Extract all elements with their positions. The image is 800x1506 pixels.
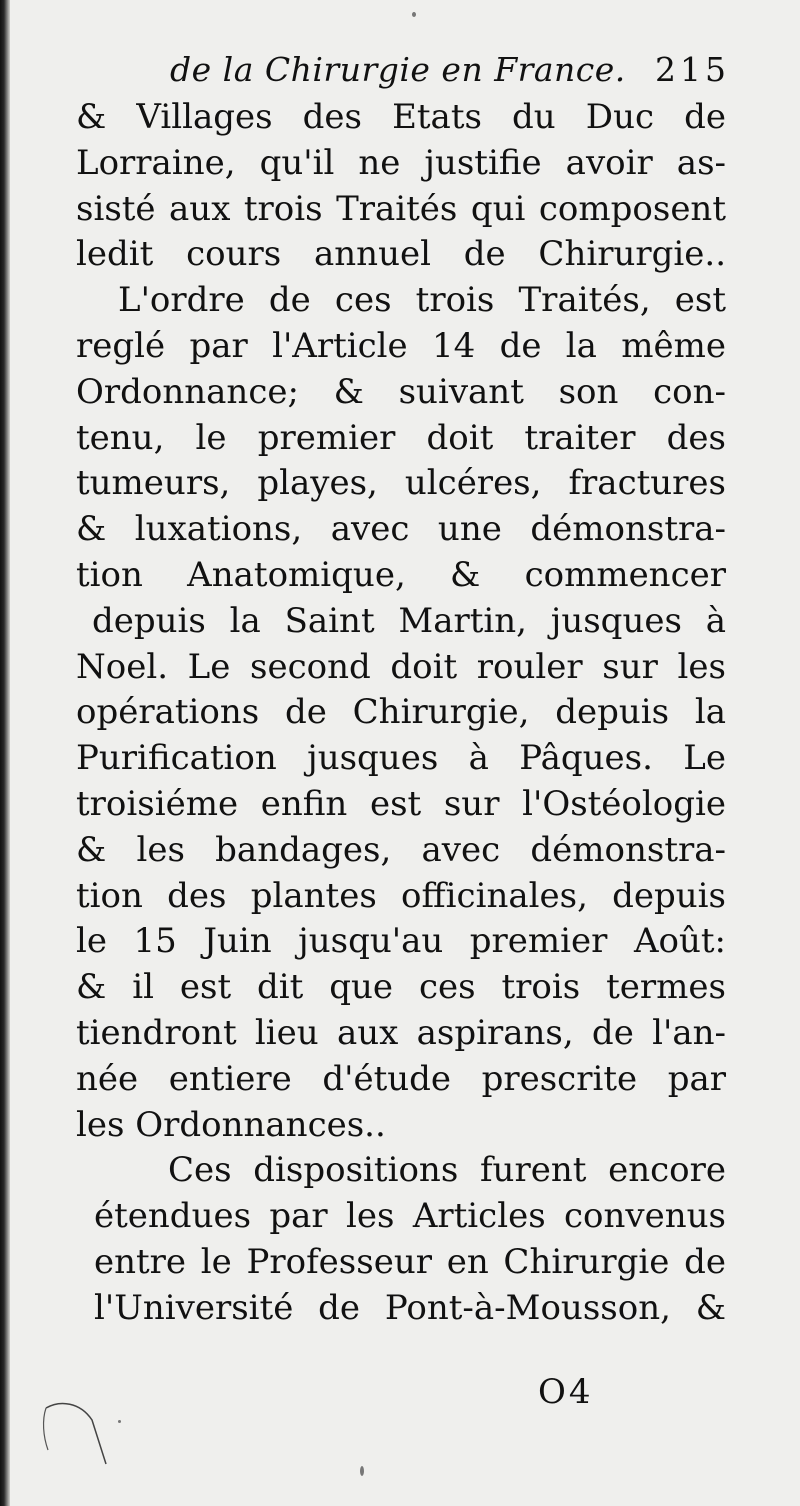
paper-speck: [412, 12, 416, 17]
paragraph-start-line: Ces dispositions furent encore: [168, 1150, 726, 1191]
scan-edge: [0, 0, 10, 1506]
text-line: Purification jusques à Pâques. Le: [76, 738, 726, 779]
text-line: le 15 Juin jusqu'au premier Août:: [76, 921, 726, 962]
text-line: étendues par les Articles convenus: [94, 1196, 726, 1237]
text-line: Noel. Le second doit rouler sur les: [76, 646, 726, 687]
text-line: tion Anatomique, & commencer: [76, 554, 726, 595]
text-line: née entiere d'étude prescrite par: [76, 1058, 726, 1099]
text-line: Lorraine, qu'il ne justifie avoir as-: [76, 142, 726, 183]
text-line: depuis la Saint Martin, jusques à: [92, 600, 726, 641]
paper-speck: [118, 1420, 121, 1423]
text-line: sisté aux trois Traités qui composent: [76, 188, 726, 229]
text-line: l'Université de Pont-à-Mousson, &: [94, 1287, 726, 1328]
body-text: [76, 95, 726, 1332]
text-line: troisiéme enfin est sur l'Ostéologie: [76, 783, 726, 824]
ink-mark: [40, 1398, 110, 1468]
paragraph-end-line: les Ordonnances..: [76, 1104, 386, 1145]
text-line: & Villages des Etats du Duc de: [76, 97, 726, 137]
text-line: tumeurs, playes, ulcéres, fractures: [76, 463, 726, 504]
text-line: tiendront lieu aux aspirans, de l'an-: [76, 1012, 726, 1053]
page-number: 215: [655, 50, 730, 89]
text-line: reglé par l'Article 14 de la même: [76, 325, 726, 366]
catchword-signature: O4: [538, 1372, 594, 1412]
text-line: entre le Professeur en Chirurgie de: [94, 1241, 726, 1282]
text-line: & luxations, avec une démonstra-: [76, 509, 726, 550]
running-title: de la Chirurgie en France.: [170, 50, 626, 89]
paper-speck: [360, 1466, 364, 1476]
page-header: [170, 44, 730, 100]
text-line: opérations de Chirurgie, depuis la: [76, 692, 726, 733]
text-line: Ordonnance; & suivant son con-: [76, 371, 726, 412]
paragraph-start-line: L'ordre de ces trois Traités, est: [118, 280, 726, 321]
text-line: ledit cours annuel de Chirurgie..: [76, 234, 726, 275]
text-line: tenu, le premier doit traiter des: [76, 417, 726, 458]
text-line: & les bandages, avec démonstra-: [76, 829, 726, 870]
text-line: & il est dit que ces trois termes: [76, 967, 726, 1008]
text-line: tion des plantes officinales, depuis: [76, 875, 726, 916]
